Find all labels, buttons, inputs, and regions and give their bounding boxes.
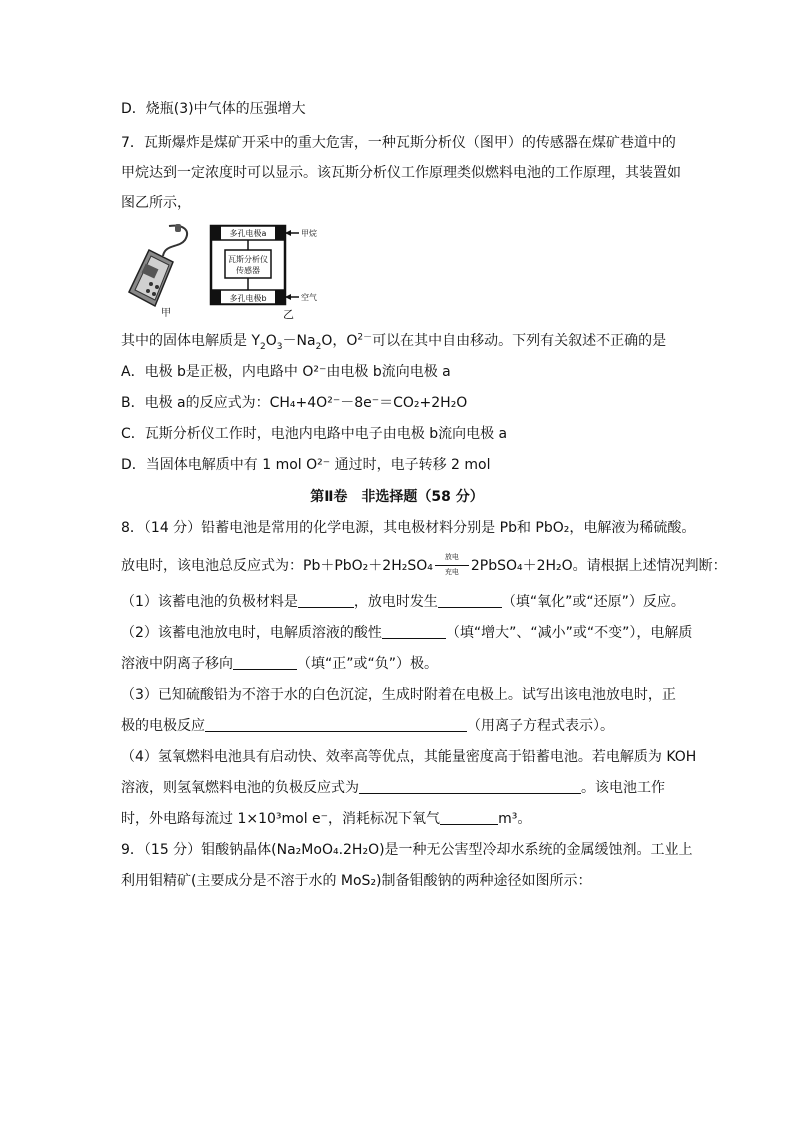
q8-part4-line3: 时，外电路每流过 1×10³mol e⁻，消耗标况下氧气 m³。: [121, 811, 532, 827]
q8-part2-line1: （2）该蓄电池放电时，电解质溶液的酸性 （填“增大”、“减小”或“不变”），电解质: [121, 625, 693, 641]
q9-stem-line2: 利用钼精矿(主要成分是不溶于水的 MoS₂)制备钼酸钠的两种途径如图所示：: [121, 873, 592, 889]
label-yi: 乙: [283, 308, 294, 321]
section-title: 第Ⅱ卷 非选择题（58 分）: [310, 489, 484, 505]
q7-electrolyte-line: 其中的固体电解质是 $Y_2O_3-Na_2O$，$O^{2-}$可以在其中自由移动。下列有关叙述不正确的是: [121, 332, 667, 352]
q7-stem-line3: 图乙所示，: [121, 195, 191, 211]
q7-stem-line1: 7．瓦斯爆炸是煤矿开采中的重大危害，一种瓦斯分析仪（图甲）的传感器在煤矿巷道中的: [121, 135, 676, 151]
q9-stem-line1: 9．（15 分）钼酸钠晶体(Na₂MoO₄.2H₂O)是一种无公害型冷却水系统的金属缓蚀剂。工业上: [121, 842, 693, 858]
electrode-b-label: 多孔电极b: [229, 294, 267, 303]
answer-blank[interactable]: [205, 717, 467, 732]
q8-part1: （1）该蓄电池的负极材料是 ，放电时发生 （填“氧化”或“还原”）反应。: [121, 594, 685, 610]
answer-blank[interactable]: [359, 779, 581, 794]
answer-blank[interactable]: [298, 593, 354, 608]
q8-part4-line2: 溶液，则氢氧燃料电池的负极反应式为 。该电池工作: [121, 780, 665, 796]
q6-option-d: D．烧瓶(3)中气体的压强增大: [121, 101, 306, 117]
answer-blank[interactable]: [440, 810, 498, 825]
answer-blank[interactable]: [438, 593, 502, 608]
reversible-arrow: 放电 充电: [433, 555, 471, 575]
q8-part2-line2: 溶液中阴离子移向 （填“正”或“负”）极。: [121, 656, 439, 672]
answer-blank[interactable]: [382, 624, 446, 639]
q8-part4-line1: （4）氢氧燃料电池具有启动快、效率高等优点，其能量密度高于铅蓄电池。若电解质为 KOH: [121, 749, 697, 765]
sensor-label-line1: 瓦斯分析仪: [228, 255, 268, 264]
q7-option-a: A．电极 b是正极，内电路中 O²⁻由电极 b流向电极 a: [121, 364, 451, 380]
q8-stem-line1: 8．（14 分）铅蓄电池是常用的化学电源，其电极材料分别是 Pb和 PbO₂，电解液为稀硫酸。: [121, 520, 696, 536]
sensor-label-line2: 传感器: [236, 266, 260, 275]
electrode-a-label: 多孔电极a: [229, 229, 267, 238]
q7-stem-line2: 甲烷达到一定浓度时可以显示。该瓦斯分析仪工作原理类似燃料电池的工作原理，其装置如: [121, 165, 681, 181]
answer-blank[interactable]: [233, 655, 297, 670]
q7-figure: [121, 222, 341, 322]
gas-analyzer-device-illustration: [129, 224, 187, 306]
q7-option-b: B．电极 a的反应式为：CH₄+4O²⁻－8e⁻＝CO₂+2H₂O: [121, 395, 468, 411]
q8-stem-line2: 放电时，该电池总反应式为：Pb＋PbO₂＋2H₂SO₄ 放电 充电 2PbSO₄＋2H₂O。请根据上述情况判断：: [121, 553, 727, 576]
gas-air-label: 空气: [301, 293, 317, 302]
q7-option-d: D．当固体电解质中有 1 mol O²⁻ 通过时，电子转移 2 mol: [121, 457, 491, 473]
label-jia: 甲: [161, 308, 171, 319]
q8-part3-line1: （3）已知硫酸铅为不溶于水的白色沉淀，生成时附着在电极上。试写出该电池放电时，正: [121, 687, 676, 703]
gas-methane-label: 甲烷: [301, 229, 317, 238]
q8-part3-line2: 极的电极反应 （用离子方程式表示）。: [121, 718, 614, 734]
q7-option-c: C．瓦斯分析仪工作时，电池内电路中电子由电极 b流向电极 a: [121, 426, 508, 442]
